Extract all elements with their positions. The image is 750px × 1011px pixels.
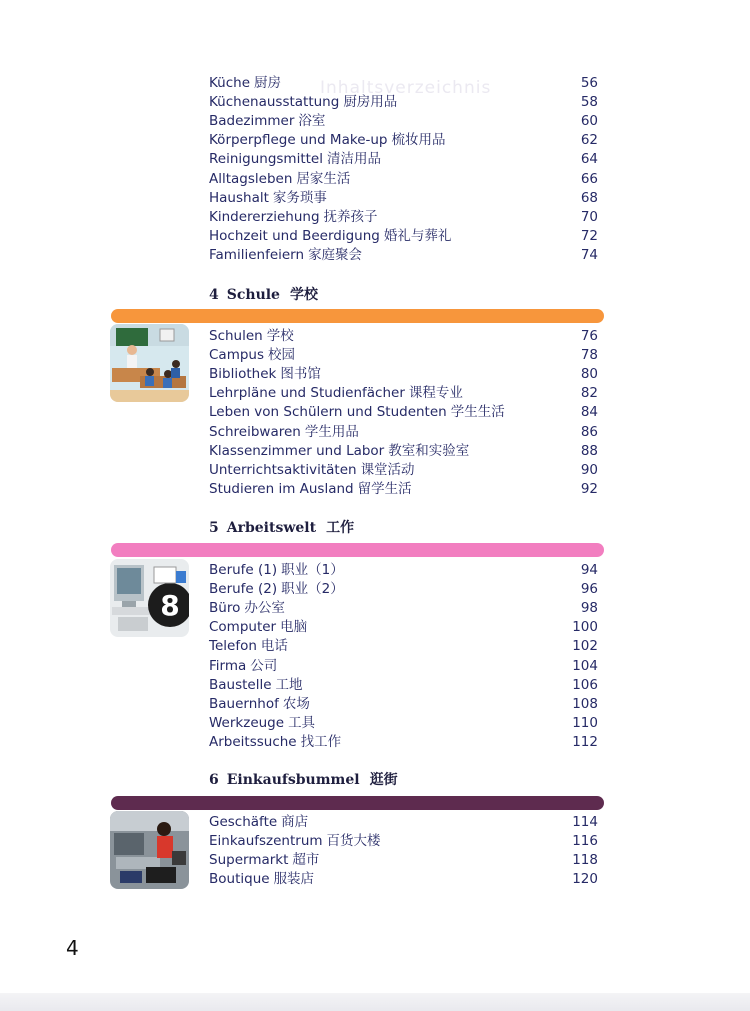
entry-page-number: 60	[580, 113, 598, 130]
entry-german-title: Alltagsleben	[209, 170, 293, 187]
entry-page-number: 62	[580, 132, 598, 149]
toc-entry	[209, 150, 598, 169]
entry-chinese-title: 课堂活动	[360, 461, 415, 478]
entry-chinese-title: 图书馆	[280, 366, 321, 383]
svg-text:8: 8	[160, 589, 180, 622]
entry-german-title: Telefon	[209, 638, 257, 655]
entry-chinese-title: 学生生活	[450, 404, 505, 421]
entry-chinese-title: 留学生活	[357, 480, 412, 497]
entry-chinese-title: 商店	[281, 814, 309, 830]
entry-german-title: Hochzeit und Beerdigung	[209, 227, 380, 244]
entry-page-number: 88	[580, 442, 598, 459]
toc-entry	[209, 870, 598, 889]
entry-page-number: 66	[580, 170, 598, 187]
entry-page-number: 106	[572, 676, 598, 693]
toc-entry	[209, 384, 598, 403]
entry-chinese-title: 电脑	[280, 619, 308, 636]
entry-german-title: Werkzeuge	[209, 714, 285, 731]
entry-chinese-title: 婚礼与葬礼	[383, 227, 452, 244]
toc-entry	[209, 599, 598, 618]
toc-entry	[209, 246, 598, 265]
entry-chinese-title: 找工作	[300, 733, 342, 750]
toc-entry	[209, 637, 598, 656]
entry-page-number: 94	[580, 562, 598, 578]
entry-german-title: Unterrichtsaktivitäten	[209, 461, 357, 478]
section-4-color-bar	[111, 309, 604, 323]
entry-page-number: 82	[580, 385, 598, 402]
entry-page-number: 98	[580, 600, 598, 617]
entry-chinese-title: 抚养孩子	[323, 208, 378, 225]
section-6-color-bar	[111, 796, 604, 810]
entry-german-title: Bauernhof	[209, 695, 279, 712]
entry-german-title: Küche	[209, 75, 251, 91]
entry-page-number: 84	[580, 404, 598, 421]
entry-german-title: Haushalt	[209, 189, 269, 206]
toc-entry	[209, 442, 598, 461]
toc-entry	[209, 676, 598, 695]
toc-entry	[209, 461, 598, 480]
entry-german-title: Arbeitssuche	[209, 733, 297, 750]
entry-german-title: Körperpflege und Make-up	[209, 132, 388, 149]
entry-chinese-title: 职业（2）	[281, 581, 344, 598]
entry-german-title: Berufe (2)	[209, 581, 278, 598]
entry-german-title: Leben von Schülern und Studenten	[209, 404, 447, 421]
entry-german-title: Lehrpläne und Studienfächer	[209, 385, 405, 402]
toc-entry	[209, 170, 598, 189]
toc-entry	[209, 327, 598, 346]
entry-page-number: 104	[572, 657, 598, 674]
entry-chinese-title: 家务琐事	[272, 189, 327, 206]
entry-chinese-title: 超市	[292, 852, 320, 869]
section-6-title: 6 Einkaufsbummel 逛街	[209, 772, 398, 788]
entry-german-title: Schulen	[209, 328, 263, 344]
entry-page-number: 118	[572, 852, 598, 869]
entry-chinese-title: 教室和实验室	[388, 442, 470, 459]
entry-german-title: Schreibwaren	[209, 423, 301, 440]
entry-chinese-title: 校园	[268, 347, 296, 364]
entry-chinese-title: 厨房用品	[343, 94, 398, 111]
entry-german-title: Büro	[209, 600, 241, 617]
entry-chinese-title: 厨房	[254, 75, 282, 91]
toc-entry	[209, 851, 598, 870]
bottom-edge-band	[0, 993, 750, 1011]
entry-page-number: 74	[580, 246, 598, 263]
entry-chinese-title: 职业（1）	[281, 562, 344, 578]
entry-chinese-title: 梳妆用品	[391, 132, 446, 149]
toc-entry	[209, 657, 598, 676]
entry-chinese-title: 百货大楼	[326, 833, 381, 850]
toc-entry	[209, 112, 598, 131]
entry-chinese-title: 工具	[288, 714, 316, 731]
entry-chinese-title: 清洁用品	[326, 151, 381, 168]
entry-german-title: Computer	[209, 619, 277, 636]
entry-chinese-title: 居家生活	[296, 170, 351, 187]
toc-entry	[209, 346, 598, 365]
entry-german-title: Supermarkt	[209, 852, 289, 869]
toc-entry	[209, 189, 598, 208]
toc-entry	[209, 227, 598, 246]
entry-page-number: 120	[572, 871, 598, 888]
toc-entry	[209, 131, 598, 150]
entry-page-number: 72	[580, 227, 598, 244]
entry-page-number: 108	[572, 695, 598, 712]
toc-entry	[209, 580, 598, 599]
toc-entry	[209, 561, 598, 580]
entry-german-title: Kindererziehung	[209, 208, 320, 225]
entry-page-number: 102	[572, 638, 598, 655]
entry-chinese-title: 公司	[250, 657, 278, 674]
toc-entry	[209, 733, 598, 752]
toc-entry	[209, 423, 598, 442]
entry-german-title: Reinigungsmittel	[209, 151, 323, 168]
toc-entry	[209, 813, 598, 832]
section-5-title: 5 Arbeitswelt 工作	[209, 520, 355, 536]
toc-entry	[209, 618, 598, 637]
toc-entry	[209, 93, 598, 112]
entry-page-number: 64	[580, 151, 598, 168]
toc-entry	[209, 832, 598, 851]
entry-chinese-title: 学生用品	[304, 423, 359, 440]
entry-page-number: 90	[580, 461, 598, 478]
entry-german-title: Bibliothek	[209, 366, 277, 383]
entry-german-title: Firma	[209, 657, 247, 674]
entry-chinese-title: 家庭聚会	[308, 246, 363, 263]
entry-page-number: 112	[572, 733, 598, 750]
entry-german-title: Studieren im Ausland	[209, 480, 354, 497]
entry-german-title: Einkaufszentrum	[209, 833, 323, 850]
toc-entry	[209, 714, 598, 733]
entry-german-title: Geschäfte	[209, 814, 278, 830]
office-thumbnail-image	[110, 559, 189, 637]
toc-entry	[209, 695, 598, 714]
entry-page-number: 86	[580, 423, 598, 440]
entry-page-number: 68	[580, 189, 598, 206]
entry-page-number: 114	[572, 814, 598, 830]
toc-entry	[209, 480, 598, 499]
entry-page-number: 70	[580, 208, 598, 225]
entry-german-title: Familienfeiern	[209, 246, 305, 263]
section-5-color-bar	[111, 543, 604, 557]
entry-german-title: Boutique	[209, 871, 270, 888]
entry-page-number: 92	[580, 480, 598, 497]
entry-chinese-title: 农场	[282, 695, 310, 712]
entry-german-title: Campus	[209, 347, 265, 364]
entry-german-title: Berufe (1)	[209, 562, 278, 578]
entry-page-number: 76	[580, 328, 598, 344]
entry-page-number: 110	[572, 714, 598, 731]
page-number: 4	[66, 936, 79, 960]
entry-german-title: Badezimmer	[209, 113, 295, 130]
section-4-title: 4 Schule 学校	[209, 287, 318, 303]
ghost-heading: Inhaltsverzeichnis	[320, 78, 492, 98]
entry-german-title: Baustelle	[209, 676, 272, 693]
shopping-thumbnail-image	[110, 811, 189, 889]
entry-chinese-title: 学校	[266, 328, 294, 344]
entry-chinese-title: 浴室	[298, 113, 326, 130]
entry-page-number: 56	[580, 75, 598, 91]
entry-chinese-title: 办公室	[244, 600, 285, 617]
entry-page-number: 116	[572, 833, 598, 850]
entry-german-title: Klassenzimmer und Labor	[209, 442, 385, 459]
entry-page-number: 80	[580, 366, 598, 383]
entry-chinese-title: 工地	[275, 676, 303, 693]
entry-page-number: 78	[580, 347, 598, 364]
school-thumbnail-image	[110, 324, 189, 402]
entry-page-number: 96	[580, 581, 598, 598]
toc-entry	[209, 74, 598, 93]
entry-chinese-title: 课程专业	[408, 385, 463, 402]
toc-entry	[209, 403, 598, 422]
entry-chinese-title: 电话	[260, 638, 288, 655]
entry-chinese-title: 服装店	[273, 871, 315, 888]
entry-page-number: 58	[580, 94, 598, 111]
toc-entry	[209, 208, 598, 227]
entry-page-number: 100	[572, 619, 598, 636]
entry-german-title: Küchenausstattung	[209, 94, 340, 111]
toc-entry	[209, 365, 598, 384]
